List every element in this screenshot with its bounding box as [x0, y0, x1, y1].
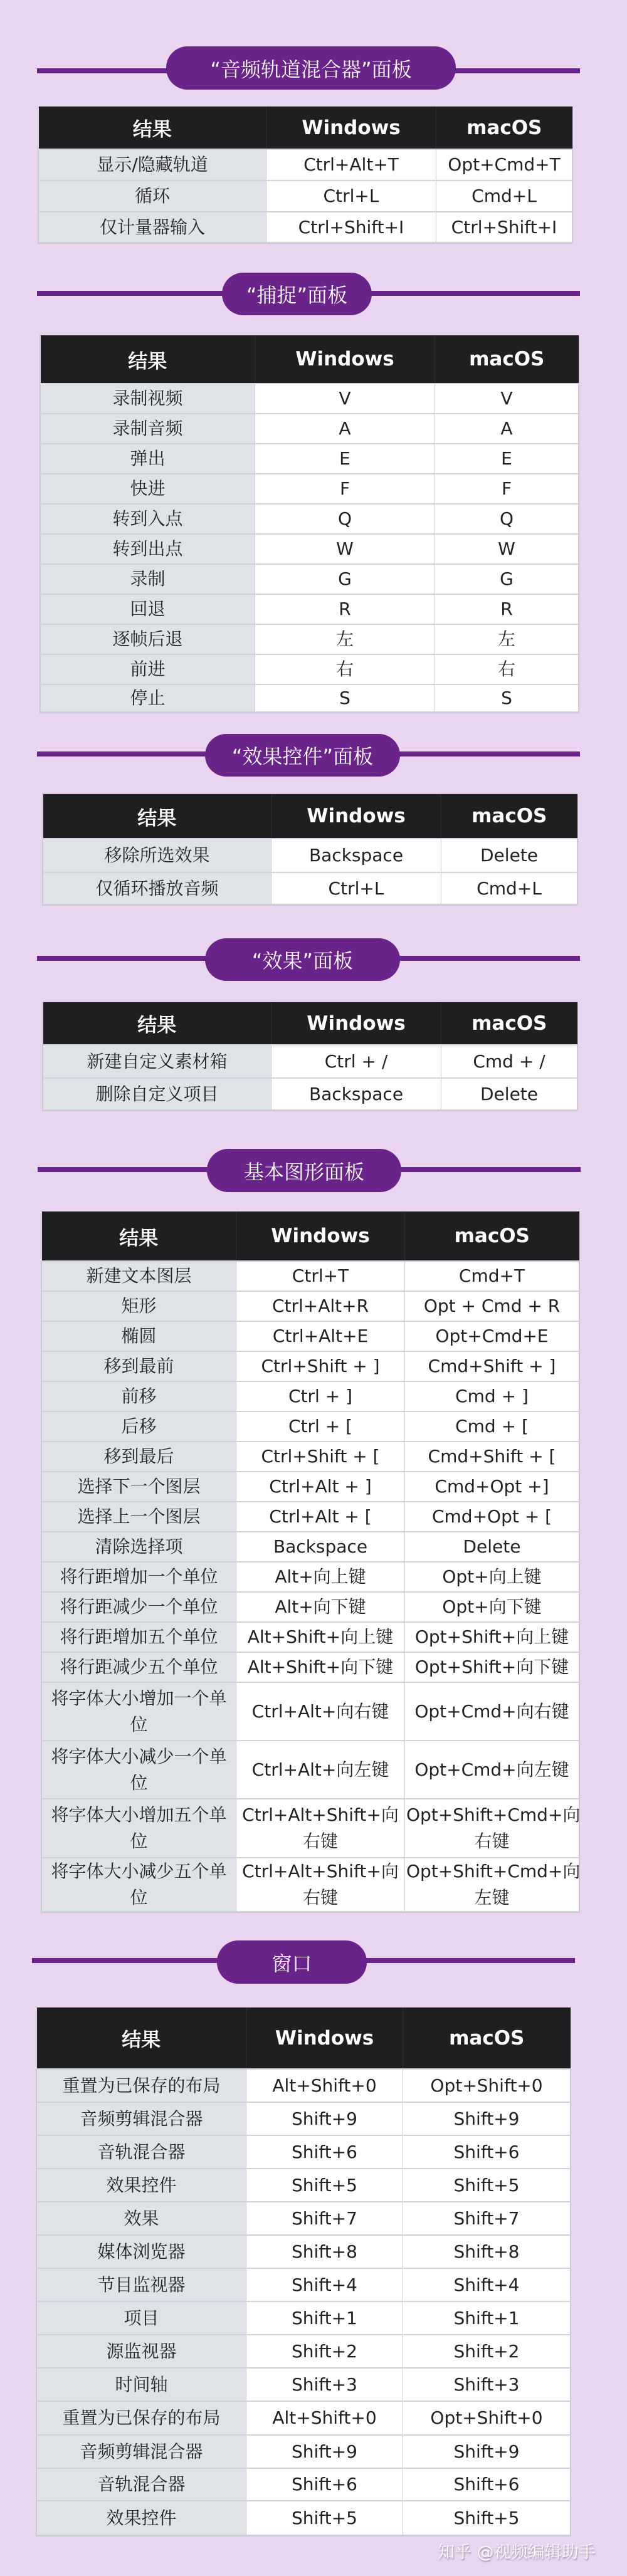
windows-shortcut-cell: Ctrl+L — [271, 872, 441, 904]
table-row — [42, 1442, 579, 1472]
shortcut-table — [41, 1212, 579, 1912]
macos-shortcut-cell: F — [435, 474, 579, 504]
macos-shortcut-cell: Opt+Shift+0 — [403, 2401, 571, 2435]
macos-shortcut-cell: Shift+2 — [403, 2335, 571, 2368]
action-cell: 显示/隐藏轨道 — [39, 149, 266, 181]
section-title: “效果控件”面板 — [231, 745, 374, 768]
action-cell: 效果控件 — [37, 2501, 246, 2535]
macos-shortcut-cell: S — [435, 684, 579, 712]
section-title: “音频轨道混合器”面板 — [210, 57, 412, 81]
table-row — [42, 1351, 579, 1381]
table-row — [43, 1078, 577, 1110]
windows-shortcut-cell: R — [255, 594, 435, 624]
action-cell: 选择下一个图层 — [42, 1472, 236, 1502]
action-cell: 重置为已保存的布局 — [37, 2069, 246, 2102]
macos-shortcut-cell: Ctrl+Shift+I — [436, 212, 572, 243]
action-cell: 重置为已保存的布局 — [37, 2401, 246, 2435]
action-cell: 效果控件 — [37, 2169, 246, 2202]
column-header-macos: macOS — [441, 794, 577, 839]
windows-shortcut-cell: Alt+Shift+0 — [246, 2069, 403, 2102]
action-cell: 循环 — [39, 181, 266, 212]
action-cell: 源监视器 — [37, 2335, 246, 2368]
action-cell: 项目 — [37, 2301, 246, 2335]
column-header-windows: Windows — [236, 1212, 405, 1261]
macos-shortcut-cell: Opt+Shift+0 — [403, 2069, 571, 2102]
column-header-windows: Windows — [246, 2008, 403, 2069]
macos-shortcut-cell: Cmd + / — [441, 1045, 577, 1078]
macos-shortcut-cell: Cmd+Opt + [ — [405, 1502, 579, 1532]
table-row — [37, 2501, 571, 2535]
column-header-windows: Windows — [271, 794, 441, 839]
action-cell: 录制视频 — [41, 384, 255, 414]
action-cell: 仅循环播放音频 — [43, 872, 271, 904]
action-cell: 转到出点 — [41, 534, 255, 564]
windows-shortcut-cell: Ctrl+L — [266, 181, 436, 212]
table-row — [42, 1622, 579, 1652]
windows-shortcut-cell: Ctrl+T — [236, 1261, 405, 1291]
section-title-pill — [217, 1940, 367, 1984]
windows-shortcut-cell: Ctrl+Alt+R — [236, 1291, 405, 1321]
windows-shortcut-cell: Shift+5 — [246, 2501, 403, 2535]
action-cell: 将字体大小减少五个单位 — [42, 1858, 236, 1912]
table-row — [42, 1799, 579, 1858]
windows-shortcut-cell: Backspace — [271, 1078, 441, 1110]
windows-shortcut-cell: Shift+3 — [246, 2368, 403, 2401]
table-header-row — [41, 335, 579, 384]
table-row — [42, 1321, 579, 1351]
shortcut-table — [40, 335, 579, 713]
macos-shortcut-cell: Opt + Cmd + R — [405, 1291, 579, 1321]
macos-shortcut-cell: Opt+Cmd+E — [405, 1321, 579, 1351]
action-cell: 音频剪辑混合器 — [37, 2102, 246, 2135]
action-cell: 矩形 — [42, 1291, 236, 1321]
windows-shortcut-cell: Shift+6 — [246, 2468, 403, 2501]
windows-shortcut-cell: Ctrl+Alt+E — [236, 1321, 405, 1351]
windows-shortcut-cell: Shift+4 — [246, 2268, 403, 2301]
shortcut-table — [36, 2008, 571, 2536]
windows-shortcut-cell: Shift+7 — [246, 2202, 403, 2235]
table-row — [41, 624, 579, 654]
windows-shortcut-cell: F — [255, 474, 435, 504]
windows-shortcut-cell: Alt+Shift+0 — [246, 2401, 403, 2435]
action-cell: 删除自定义项目 — [43, 1078, 271, 1110]
windows-shortcut-cell: Alt+Shift+向下键 — [236, 1652, 405, 1682]
macos-shortcut-cell: Opt+Shift+向下键 — [405, 1652, 579, 1682]
column-header-result: 结果 — [43, 1002, 271, 1045]
table-row — [42, 1562, 579, 1592]
windows-shortcut-cell: Ctrl+Shift+I — [266, 212, 436, 243]
table-row — [43, 839, 577, 872]
windows-shortcut-cell: Ctrl+Alt+向左键 — [236, 1741, 405, 1799]
table-row — [37, 2435, 571, 2468]
table-row — [37, 2335, 571, 2368]
table-row — [43, 1045, 577, 1078]
action-cell: 回退 — [41, 594, 255, 624]
table-row — [37, 2069, 571, 2102]
table-row — [41, 654, 579, 684]
action-cell: 仅计量器输入 — [39, 212, 266, 243]
action-cell: 新建文本图层 — [42, 1261, 236, 1291]
column-header-result: 结果 — [42, 1212, 236, 1261]
table-row — [42, 1381, 579, 1411]
windows-shortcut-cell: Shift+9 — [246, 2102, 403, 2135]
action-cell: 录制音频 — [41, 414, 255, 444]
column-header-macos: macOS — [435, 335, 579, 384]
table-row — [37, 2202, 571, 2235]
windows-shortcut-cell: S — [255, 684, 435, 712]
macos-shortcut-cell: Shift+1 — [403, 2301, 571, 2335]
column-header-macos: macOS — [441, 1002, 577, 1045]
table-row — [41, 564, 579, 594]
macos-shortcut-cell: Opt+向下键 — [405, 1592, 579, 1622]
table-row — [42, 1858, 579, 1912]
action-cell: 将字体大小减少一个单位 — [42, 1741, 236, 1799]
table-header-row — [39, 107, 572, 149]
table-row — [37, 2368, 571, 2401]
macos-shortcut-cell: R — [435, 594, 579, 624]
macos-shortcut-cell: Delete — [441, 839, 577, 872]
macos-shortcut-cell: Cmd+Opt +] — [405, 1472, 579, 1502]
windows-shortcut-cell: Shift+1 — [246, 2301, 403, 2335]
action-cell: 效果 — [37, 2202, 246, 2235]
shortcut-table — [38, 107, 572, 243]
column-header-windows: Windows — [271, 1002, 441, 1045]
column-header-macos: macOS — [405, 1212, 579, 1261]
windows-shortcut-cell: A — [255, 414, 435, 444]
table-row — [39, 212, 572, 243]
windows-shortcut-cell: Ctrl+Shift + ] — [236, 1351, 405, 1381]
action-cell: 音频剪辑混合器 — [37, 2435, 246, 2468]
windows-shortcut-cell: E — [255, 444, 435, 474]
table-header-row — [42, 1212, 579, 1261]
macos-shortcut-cell: Shift+3 — [403, 2368, 571, 2401]
macos-shortcut-cell: Cmd+T — [405, 1261, 579, 1291]
macos-shortcut-cell: Cmd+L — [436, 181, 572, 212]
windows-shortcut-cell: Shift+6 — [246, 2135, 403, 2169]
table-row — [37, 2102, 571, 2135]
macos-shortcut-cell: Opt+Shift+向上键 — [405, 1622, 579, 1652]
macos-shortcut-cell: Delete — [441, 1078, 577, 1110]
windows-shortcut-cell: G — [255, 564, 435, 594]
table-header-row — [37, 2008, 571, 2069]
action-cell: 前移 — [42, 1381, 236, 1411]
windows-shortcut-cell: Ctrl+Alt + ] — [236, 1472, 405, 1502]
table-row — [39, 149, 572, 181]
windows-shortcut-cell: Ctrl + / — [271, 1045, 441, 1078]
section-title-pill — [166, 46, 456, 90]
windows-shortcut-cell: Alt+Shift+向上键 — [236, 1622, 405, 1652]
shortcut-table — [43, 794, 577, 905]
table-row — [42, 1411, 579, 1442]
windows-shortcut-cell: Ctrl+Shift + [ — [236, 1442, 405, 1472]
section-title: 基本图形面板 — [243, 1160, 364, 1184]
table-row — [41, 534, 579, 564]
table-row — [41, 444, 579, 474]
table-row — [41, 384, 579, 414]
table-row — [37, 2169, 571, 2202]
macos-shortcut-cell: W — [435, 534, 579, 564]
macos-shortcut-cell: Shift+8 — [403, 2235, 571, 2268]
windows-shortcut-cell: W — [255, 534, 435, 564]
macos-shortcut-cell: Opt+Cmd+向右键 — [405, 1682, 579, 1741]
table-row — [37, 2468, 571, 2501]
macos-shortcut-cell: Cmd+L — [441, 872, 577, 904]
macos-shortcut-cell: Shift+7 — [403, 2202, 571, 2235]
action-cell: 弹出 — [41, 444, 255, 474]
macos-shortcut-cell: Opt+Shift+Cmd+向右键 — [405, 1799, 579, 1858]
column-header-macos: macOS — [436, 107, 572, 149]
column-header-result: 结果 — [41, 335, 255, 384]
macos-shortcut-cell: Q — [435, 504, 579, 534]
windows-shortcut-cell: Ctrl+Alt+T — [266, 149, 436, 181]
section-title-pill — [207, 1149, 401, 1192]
section-title: “效果”面板 — [251, 949, 354, 973]
macos-shortcut-cell: G — [435, 564, 579, 594]
table-row — [39, 181, 572, 212]
table-row — [41, 504, 579, 534]
macos-shortcut-cell: A — [435, 414, 579, 444]
action-cell: 后移 — [42, 1411, 236, 1442]
action-cell: 将行距减少一个单位 — [42, 1592, 236, 1622]
macos-shortcut-cell: Cmd+Shift + [ — [405, 1442, 579, 1472]
windows-shortcut-cell: Shift+2 — [246, 2335, 403, 2368]
section-title-pill — [205, 938, 400, 981]
action-cell: 椭圆 — [42, 1321, 236, 1351]
macos-shortcut-cell: Shift+5 — [403, 2169, 571, 2202]
windows-shortcut-cell: V — [255, 384, 435, 414]
windows-shortcut-cell: Ctrl + [ — [236, 1411, 405, 1442]
table-row — [42, 1502, 579, 1532]
table-row — [42, 1652, 579, 1682]
macos-shortcut-cell: Opt+向上键 — [405, 1562, 579, 1592]
table-row — [37, 2401, 571, 2435]
action-cell: 节目监视器 — [37, 2268, 246, 2301]
windows-shortcut-cell: Ctrl+Alt+Shift+向右键 — [236, 1858, 405, 1912]
table-header-row — [43, 794, 577, 839]
column-header-result: 结果 — [39, 107, 266, 149]
windows-shortcut-cell: Alt+向下键 — [236, 1592, 405, 1622]
action-cell: 转到入点 — [41, 504, 255, 534]
action-cell: 停止 — [41, 684, 255, 712]
action-cell: 将行距减少五个单位 — [42, 1652, 236, 1682]
windows-shortcut-cell: Ctrl+Alt+向右键 — [236, 1682, 405, 1741]
table-header-row — [43, 1002, 577, 1045]
action-cell: 选择上一个图层 — [42, 1502, 236, 1532]
macos-shortcut-cell: Shift+9 — [403, 2102, 571, 2135]
table-row — [42, 1261, 579, 1291]
macos-shortcut-cell: Cmd + ] — [405, 1381, 579, 1411]
table-row — [37, 2301, 571, 2335]
table-row — [37, 2235, 571, 2268]
macos-shortcut-cell: 右 — [435, 654, 579, 684]
macos-shortcut-cell: Shift+6 — [403, 2135, 571, 2169]
action-cell: 将行距增加五个单位 — [42, 1622, 236, 1652]
action-cell: 将字体大小增加五个单位 — [42, 1799, 236, 1858]
action-cell: 媒体浏览器 — [37, 2235, 246, 2268]
macos-shortcut-cell: E — [435, 444, 579, 474]
action-cell: 快进 — [41, 474, 255, 504]
table-row — [42, 1592, 579, 1622]
table-row — [37, 2135, 571, 2169]
windows-shortcut-cell: Backspace — [271, 839, 441, 872]
table-row — [42, 1291, 579, 1321]
table-row — [41, 594, 579, 624]
action-cell: 时间轴 — [37, 2368, 246, 2401]
watermark: 知乎 @视频编辑助手 — [438, 2543, 596, 2562]
action-cell: 前进 — [41, 654, 255, 684]
windows-shortcut-cell: Shift+5 — [246, 2169, 403, 2202]
table-row — [41, 474, 579, 504]
action-cell: 移除所选效果 — [43, 839, 271, 872]
macos-shortcut-cell: Shift+4 — [403, 2268, 571, 2301]
windows-shortcut-cell: Shift+9 — [246, 2435, 403, 2468]
macos-shortcut-cell: Opt+Cmd+向左键 — [405, 1741, 579, 1799]
macos-shortcut-cell: Delete — [405, 1532, 579, 1562]
action-cell: 音轨混合器 — [37, 2468, 246, 2501]
section-title-pill — [205, 734, 400, 777]
table-row — [37, 2268, 571, 2301]
shortcut-table — [43, 1002, 577, 1111]
windows-shortcut-cell: Backspace — [236, 1532, 405, 1562]
table-row — [42, 1472, 579, 1502]
macos-shortcut-cell: V — [435, 384, 579, 414]
section-title-pill — [222, 273, 372, 315]
macos-shortcut-cell: 左 — [435, 624, 579, 654]
action-cell: 音轨混合器 — [37, 2135, 246, 2169]
windows-shortcut-cell: 左 — [255, 624, 435, 654]
windows-shortcut-cell: Q — [255, 504, 435, 534]
action-cell: 移到最后 — [42, 1442, 236, 1472]
macos-shortcut-cell: Opt+Shift+Cmd+向左键 — [405, 1858, 579, 1912]
table-row — [42, 1741, 579, 1799]
windows-shortcut-cell: Ctrl+Alt + [ — [236, 1502, 405, 1532]
windows-shortcut-cell: Alt+向上键 — [236, 1562, 405, 1592]
macos-shortcut-cell: Cmd+Shift + ] — [405, 1351, 579, 1381]
table-row — [41, 684, 579, 712]
action-cell: 将行距增加一个单位 — [42, 1562, 236, 1592]
windows-shortcut-cell: Ctrl+Alt+Shift+向右键 — [236, 1799, 405, 1858]
column-header-result: 结果 — [37, 2008, 246, 2069]
windows-shortcut-cell: Ctrl + ] — [236, 1381, 405, 1411]
action-cell: 录制 — [41, 564, 255, 594]
macos-shortcut-cell: Shift+9 — [403, 2435, 571, 2468]
section-title: 窗口 — [271, 1951, 312, 1976]
action-cell: 移到最前 — [42, 1351, 236, 1381]
table-row — [43, 872, 577, 904]
table-row — [42, 1532, 579, 1562]
action-cell: 逐帧后退 — [41, 624, 255, 654]
macos-shortcut-cell: Opt+Cmd+T — [436, 149, 572, 181]
column-header-result: 结果 — [43, 794, 271, 839]
table-row — [41, 414, 579, 444]
windows-shortcut-cell: 右 — [255, 654, 435, 684]
action-cell: 清除选择项 — [42, 1532, 236, 1562]
column-header-macos: macOS — [403, 2008, 571, 2069]
table-row — [42, 1682, 579, 1741]
section-title: “捕捉”面板 — [246, 283, 348, 307]
macos-shortcut-cell: Shift+6 — [403, 2468, 571, 2501]
column-header-windows: Windows — [255, 335, 435, 384]
column-header-windows: Windows — [266, 107, 436, 149]
macos-shortcut-cell: Cmd + [ — [405, 1411, 579, 1442]
windows-shortcut-cell: Shift+8 — [246, 2235, 403, 2268]
action-cell: 新建自定义素材箱 — [43, 1045, 271, 1078]
action-cell: 将字体大小增加一个单位 — [42, 1682, 236, 1741]
macos-shortcut-cell: Shift+5 — [403, 2501, 571, 2535]
